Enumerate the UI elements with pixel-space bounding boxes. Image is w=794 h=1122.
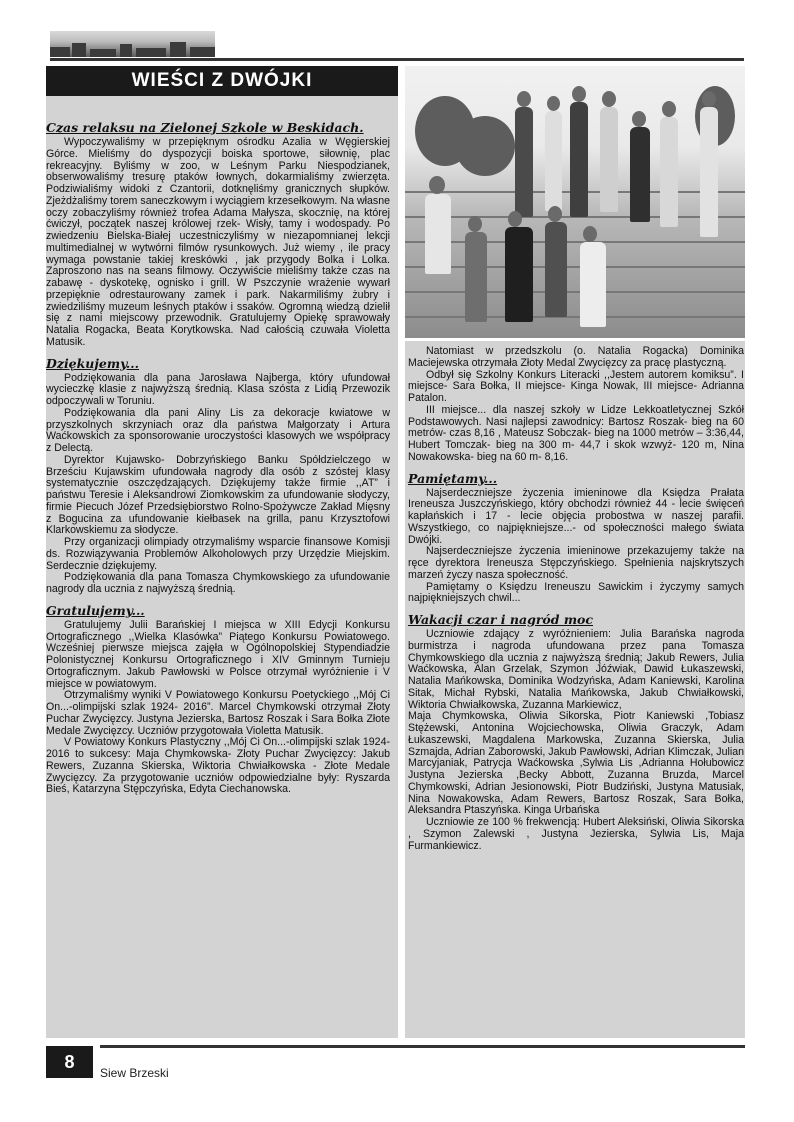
remember-paragraph: Najserdeczniejsze życzenia imieninowe dla Księdza Prałata Ireneusza Juszczyńskiego, który obchodzi również 44 - lecie święceń kapłańskich i 17 - lecie objęcia probostwa w naszej parafii. Wszystkiego, co najpiękniejsze...- od społeczności małego świata Dwójki.	[408, 486, 744, 546]
remember-paragraph: Najserdeczniejsze życzenia imieninowe przekazujemy także na ręce dyrektora Ireneusza Stępczyńskiego. Spełnienia najskrytszych marzeń życzy nasza społeczność.	[408, 545, 744, 581]
section-title-banner	[46, 66, 398, 96]
holidays-paragraph: Uczniowie zdający z wyróżnieniem: Julia Barańska nagroda burmistrza i nagroda ufundowana przez pana Tomasza Chymkowskiego dla ucznia z najwyższą średnią; Jakub Rewers, Julia Waćkowska, Alan Grzelak, Szymon Jóźwiak, Dawid Łukaszewski, Natalia Mańkowska, Dominika Wodzyńska, Adam Kaniewski, Karolina Sitak, Michał Rybski, Natalia Mańkowska, Jakub Chwiałkowski, Wiktoria Chwiałkowska, Zuzanna Markiewicz,	[408, 628, 744, 711]
thanks-paragraph: Dyrektor Kujawsko- Dobrzyńskiego Banku Spółdzielczego w Brześciu Kujawskim ufundowała nagrody dla osób z szóstej klasy systematycznie oszczędzających. Dziękujemy także firmie ,,AT” i państwu Teresie i Aleksandrowi Ziomkowskim za ufundowanie słodyczy, firmie Piecuch Józef Przedsiębiorstwo Rolno-Spożywcze Zakład Mięsny z Bogucina za ufundowanie kiełbasek na grilla, panu Krzysztofowi Klarkowskiemu za słodycze.	[46, 453, 390, 537]
thanks-paragraph: Podziękowania dla pana Jarosława Najberga, który ufundował wycieczkę klasie z najwyższą średnią. Klasa szósta z Lidią Przewozik odpoczywali w Toruniu.	[46, 371, 390, 407]
page-number-text: 8	[64, 1051, 75, 1072]
holidays-paragraph: Uczniowie ze 100 % frekwencją: Hubert Aleksiński, Oliwia Sikorska , Szymon Zalewski , Justyna Jezierska, Sylwia Lis, Maja Furmankiewicz.	[408, 816, 744, 852]
thanks-paragraph: Podziękowania dla pana Tomasza Chymkowskiego za ufundowanie nagrody dla ucznia z najwyższą średnią.	[46, 571, 390, 595]
right-column-text	[408, 346, 744, 852]
holidays-heading: Wakacji czar i nagród moc	[408, 612, 594, 627]
thanks-paragraph: Przy organizacji olimpiady otrzymaliśmy wsparcie finansowe Komisji ds. Rozwiązywania Problemów Alkoholowych przy Urzędzie Miejskim. Serdecznie dziękujemy.	[46, 536, 390, 572]
thanks-paragraph: Podziękowania dla pani Aliny Lis za dekoracje kwiatowe w przyszkolnych skrzyniach oraz dla państwa Małgorzaty i Artura Waćkowskich za sponsorowanie uroczystości klasowych we współpracy z Delectą.	[46, 406, 390, 454]
bottom-rule	[100, 1045, 745, 1048]
congrats-heading: Gratulujemy...	[46, 602, 145, 618]
page-number	[46, 1046, 93, 1078]
publication-name: Siew Brzeski	[100, 1066, 169, 1080]
congrats-paragraph: Gratulujemy Julii Barańskiej I miejsca w XIII Edycji Konkursu Ortograficznego ,,Wielka Klasówka” Piątego Konkursu Powiatowego. Wcześniej pierwsze miejsca zajęła w Ogólnopolskiej Stypendiadzie Polonistycznej Konkursu Ortograficznego i XIV Gminnym Turnieju Ortograficznym. Jakub Pawłowski w Polsce otrzymał wyróżnienie i V miejsce w powiatowym.	[46, 618, 390, 690]
group-photo	[405, 66, 745, 338]
preschool-paragraph: Odbył się Szkolny Konkurs Literacki ,,Jestem autorem komiksu”. I miejsce- Sara Bołka, II miejsce- Kinga Nowak, III miejsce- Adrianna Patalon.	[408, 368, 744, 404]
congrats-paragraph: Otrzymaliśmy wyniki V Powiatowego Konkursu Poetyckiego ,,Mój Ci On...-olimpijski szlak 1924- 2016”. Marcel Chymkowski otrzymał Złoty Puchar Zwycięzcy. Justyna Jezierska, Bartosz Roszak i Sara Bołka Złote Medale Zwycięzcy. Uczniów przygotowała Violetta Matusik.	[46, 689, 390, 737]
top-rule	[50, 58, 744, 61]
relax-heading: Czas relaksu na Zielonej Szkole w Beskidach.	[46, 120, 364, 135]
congrats-paragraph: V Powiatowy Konkurs Plastyczny ,,Mój Ci On...-olimpijski szlak 1924-2016 to sukcesy: Maja Chymkowska- Złoty Puchar Zwycięzcy: Jakub Rewers, Zuzanna Skierska, Wiktoria Chwiałkowska - Złote Medale Zwycięzcy. Za przygotowanie uczniów odpowiedzialne były: Ryszarda Bieś, Katarzyna Stępczyńska, Edyta Ciechanowska.	[46, 736, 390, 796]
holidays-paragraph: Maja Chymkowska, Oliwia Sikorska, Piotr Kaniewski ,Tobiasz Stężewski, Antonina Wojciechowska, Oliwia Graczyk, Adam Łukaszewski, Magdalena Markowska, Zuzanna Skierska, Julia Szmajda, Adrian Zaborowski, Jakub Pawłowski, Adrian Klimczak, Julian Marcyjaniak, Patrycja Waćkowska ,Sylwia Lis ,Adrianna Hołubowicz Justyna Jezierska ,Becky Abbott, Zuzanna Bruzda, Marcel Chymkowski, Adrian Jesionowski, Piotr Budziński, Justyna Matusiak, Nina Nowakowska, Adam Rewers, Bartosz Roszak, Sara Bołka, Aleksandra Ptaszyńska. Kinga Urbańska	[408, 710, 744, 817]
remember-paragraph: Pamiętamy o Księdzu Ireneuszu Sawickim i życzymy samych najpiękniejszych chwil...	[408, 580, 744, 605]
header-banner-image	[50, 31, 215, 57]
preschool-paragraph: Natomiast w przedszkolu (o. Natalia Rogacka) Dominika Maciejewska otrzymała Złoty Medal Zwycięzcy za pracę plastyczną.	[408, 345, 744, 369]
relax-paragraph: Wypoczywaliśmy w przepięknym ośrodku Azalia w Węgierskiej Górce. Mieliśmy do dyspozycji boiska sportowe, siłownię, plac rekreacyjny. Byliśmy w zoo, w Leśnym Parku Niespodzianek, obserwowaliśmy tresurę ptaków łownych, dokarmialiśmy zwierzęta. Podziwialiśmy widoki z Czantorii, dotknęliśmy granicznych słupków. Zjeżdżaliśmy torem saneczkowym i wyciągiem krzesełkowym. Na własne oczy zobaczyliśmy również trofea Adama Małysza, skocznię, na której ćwiczył, początek naszej królowej rzek- Wisły, tamy i wodospady. Po zwiedzeniu Bielska-Białej uczestniczyliśmy w niezapomnianej lekcji multimedialnej w wytwórni filmów rysunkowych. Już wiemy , ile pracy wymaga powstanie takiej kreskówki , jak przygody Bolka i Lolka. Zaproszono nas na seans filmowy. Oczywiście mieliśmy także czas na zabawę - dyskotekę, ognisko i grill. W Pszczynie wrażenie wywarł przepięknie odrestaurowany zamek i park. Nakarmiliśmy żubry i zwiedziliśmy muzeum leśnych ptaków i ssaków. Ogromną wiedzą dzielił się z nami miejscowy przewodnik. Gratulujemy Opiekę sprawowały Natalia Rogacka, Beata Korytkowska. Nad całością czuwała Violetta Matusik.	[46, 136, 390, 348]
thanks-heading: Dziękujemy...	[46, 355, 139, 371]
section-title: WIEŚCI Z DWÓJKI	[131, 70, 313, 91]
remember-heading: Pamiętamy...	[408, 470, 498, 486]
preschool-paragraph: III miejsce... dla naszej szkoły w Lidze Lekkoatletycznej Szkół Podstawowych. Nasi najlepsi zawodnicy: Bartosz Roszak- bieg na 60 metrów- czas 8,16 , Mateusz Sobczak- bieg na 1000 metrów – 3:36,44, Hubert Tomczak- bieg na 300 m- 44,7 i skok wzwyż- 120 m, Nina Nowakowska- bieg na 60 m- 8,16.	[408, 403, 744, 463]
left-column-text	[46, 117, 390, 796]
